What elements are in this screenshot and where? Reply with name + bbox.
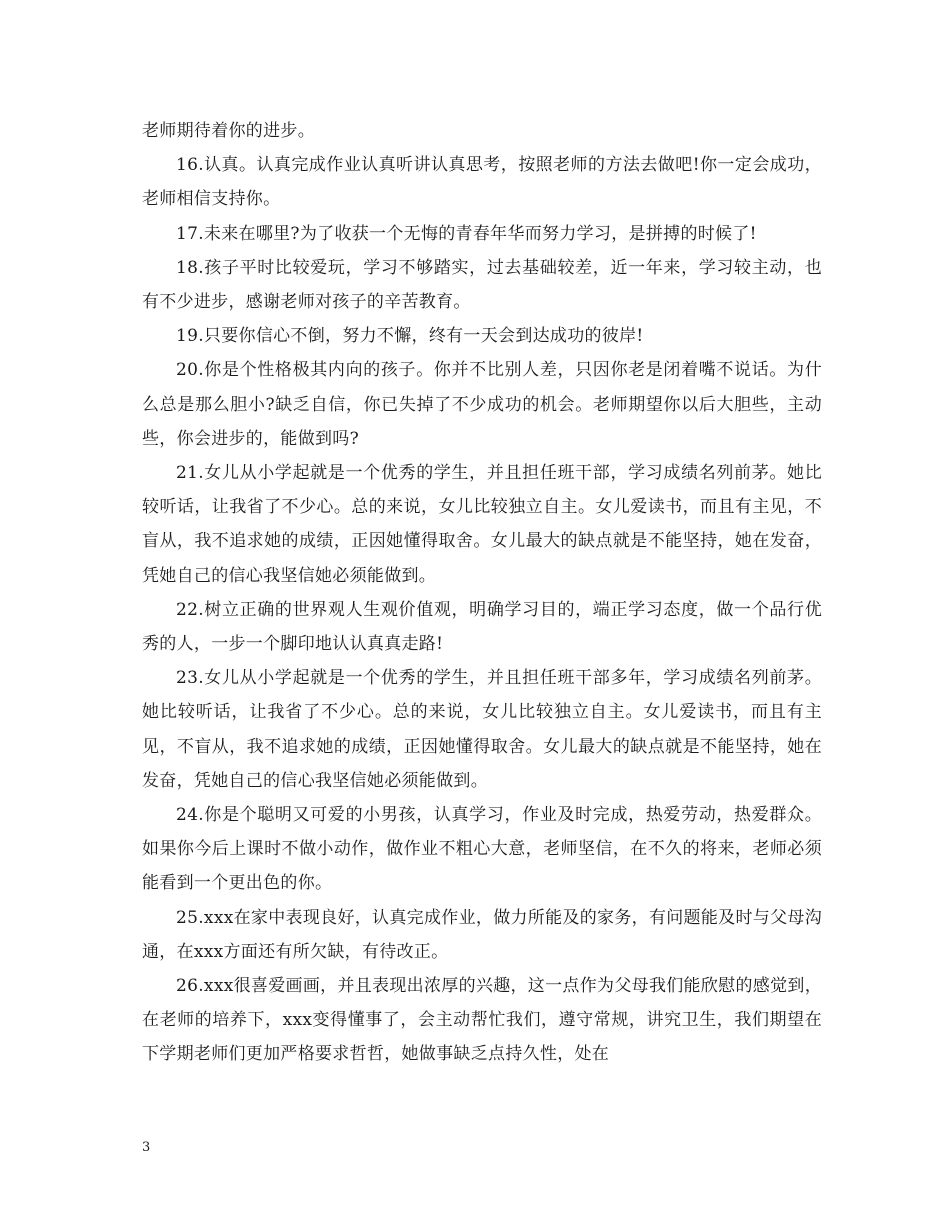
paragraph-item-21: 21.女儿从小学起就是一个优秀的学生，并且担任班干部，学习成绩名列前茅。她比较听话，让我省了不少心。总的来说，女儿比较独立自主。女儿爱读书，而且有主见，不盲从，我不追求她的成绩，正因她懂得取舍。女儿最大的缺点就是不能坚持，她在发奋，凭她自己的信心我坚信她必须能做到。 [142, 463, 822, 586]
paragraph-item-22: 22.树立正确的世界观人生观价值观，明确学习目的，端正学习态度，做一个品行优秀的人，一步一个脚印地认认真真走路! [142, 599, 822, 655]
paragraph-item-18: 18.孩子平时比较爱玩，学习不够踏实，过去基础较差，近一年来，学习较主动，也有不少进步，感谢老师对孩子的辛苦教育。 [142, 257, 822, 313]
paragraph-item-23: 23.女儿从小学起就是一个优秀的学生，并且担任班干部多年，学习成绩名列前茅。她比较听话，让我省了不少心。总的来说，女儿比较独立自主。女儿爱读书，而且有主见，不盲从，我不追求她的成绩，正因她懂得取舍。女儿最大的缺点就是不能坚持，她在发奋，凭她自己的信心我坚信她必须能做到。 [142, 668, 822, 791]
document-body [142, 114, 822, 1072]
paragraph-continuation: 老师期待着你的进步。 [142, 121, 315, 141]
paragraph-item-25: 25.xxx在家中表现良好，认真完成作业，做力所能及的家务，有问题能及时与父母沟通，在xxx方面还有所欠缺，有待改正。 [142, 907, 822, 962]
paragraph-item-20: 20.你是个性格极其内向的孩子。你并不比别人差，只因你老是闭着嘴不说话。为什么总是那么胆小?缺乏自信，你已失掉了不少成功的机会。老师期望你以后大胆些，主动些，你会进步的，能做到吗? [142, 360, 822, 449]
paragraph-item-19: 19.只要你信心不倒，努力不懈，终有一天会到达成功的彼岸! [176, 326, 644, 347]
paragraph-item-16: 16.认真。认真完成作业认真听讲认真思考，按照老师的方法去做吧!你一定会成功，老师相信支持你。 [142, 155, 822, 210]
paragraph-item-24: 24.你是个聪明又可爱的小男孩，认真学习，作业及时完成，热爱劳动，热爱群众。如果你今后上课时不做小动作，做作业不粗心大意，老师坚信，在不久的将来，老师必须能看到一个更出色的你。 [142, 805, 822, 894]
paragraph-item-17: 17.未来在哪里?为了收获一个无悔的青春年华而努力学习，是拼搏的时候了! [176, 223, 757, 244]
page-number: 3 [142, 1140, 151, 1155]
paragraph-item-26: 26.xxx很喜爱画画，并且表现出浓厚的兴趣，这一点作为父母我们能欣慰的感觉到，在老师的培养下，xxx变得懂事了，会主动帮忙我们，遵守常规，讲究卫生，我们期望在下学期老师们更加严格要求哲哲，她做事缺乏点持久性，处在 [142, 976, 822, 1065]
